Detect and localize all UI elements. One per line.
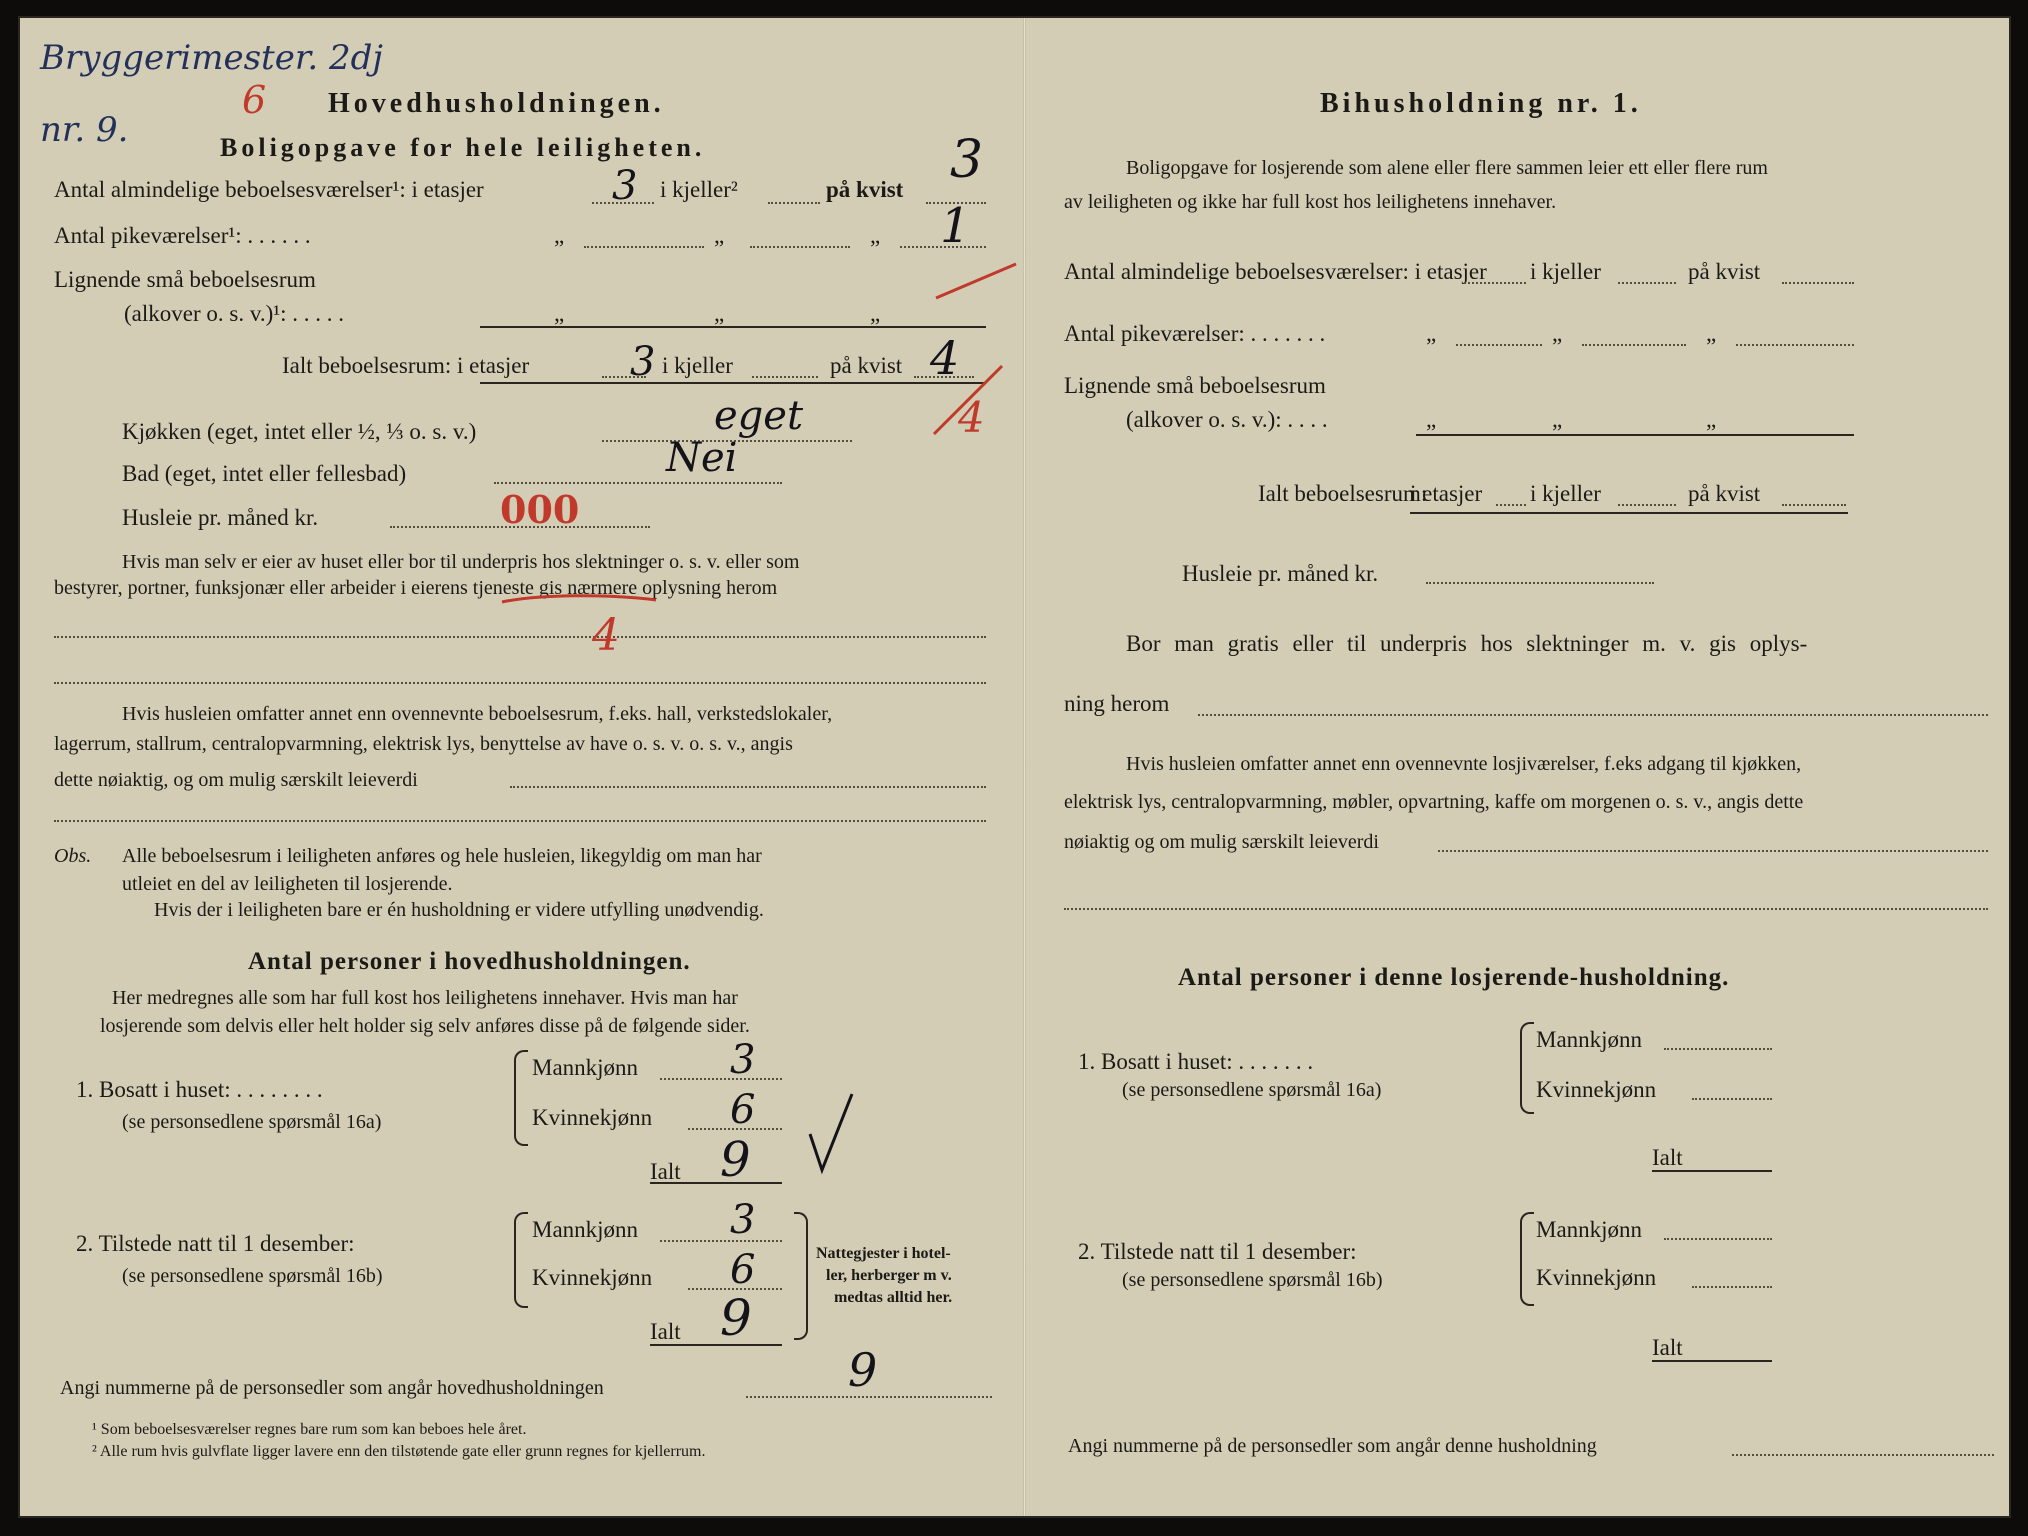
alcove-ditto-3: „ [870, 301, 881, 326]
sub-maid-kjeller-line [1582, 344, 1686, 346]
sub-alcove-ditto-1: „ [1426, 407, 1437, 432]
red-underline-mark [500, 592, 660, 606]
sub-gratis-text-2: ning herom [1064, 691, 1170, 716]
alcove-underline [480, 326, 986, 328]
sub-maid-etasjer-line [1456, 344, 1542, 346]
total-underline [480, 382, 986, 384]
rooms-kvist-value: 3 [950, 130, 984, 190]
q2-ialt-line [650, 1344, 782, 1346]
night-guests-note-1: Nattegjester i hotel- [816, 1245, 951, 1262]
sub-total-kvist-line [1782, 504, 1846, 506]
q2-mann-line [660, 1240, 782, 1242]
maid-kvist-value: 1 [940, 198, 971, 254]
sub-rooms-label: Antal almindelige beboelsesværelser: i etasjer [1064, 259, 1487, 284]
kitchen-label: Kjøkken (eget, intet eller ½, ⅓ o. s. v.) [122, 419, 477, 444]
rooms-etasjer-value: 3 [612, 163, 638, 209]
numbers-label: Angi nummerne på de personsedler som angår hovedhusholdningen [60, 1377, 604, 1399]
maid-ditto-1: „ [554, 223, 565, 248]
total-kjeller-label: i kjeller [662, 353, 733, 378]
footnote-2: ² Alle rum hvis gulvflate ligger lavere enn den tilstøtende gate eller grunn regnes for kjellerrum. [92, 1443, 706, 1460]
sub-total-kjeller-label: i kjeller [1530, 481, 1601, 506]
q2-label: 2. Tilstede natt til 1 desember: [76, 1231, 355, 1256]
sub-total-etasjer-label: i etasjer [1410, 481, 1483, 506]
owner-line-2 [54, 682, 986, 684]
q2-ialt-value: 9 [720, 1289, 752, 1347]
small-rooms-label: Lignende små beboelsesrum [54, 267, 316, 292]
sub-q1-ialt-label: Ialt [1652, 1145, 1683, 1170]
q1-kvinne-label: Kvinnekjønn [532, 1105, 653, 1130]
owner-note-value: 4 [592, 610, 620, 661]
extra-text-3: dette nøiaktig, og om mulig særskilt leieverdi [54, 769, 418, 791]
total-kjeller-line [752, 376, 818, 378]
sub-rooms-etasjer-line [1464, 282, 1526, 284]
sub-alcove-ditto-2: „ [1552, 407, 1563, 432]
rooms-row-label: Antal almindelige beboelsesværelser¹: i etasjer [54, 177, 484, 202]
sub-rent-line [1426, 582, 1654, 584]
sub-total-kvist-label: på kvist [1688, 481, 1761, 506]
total-etasjer-value: 3 [630, 339, 656, 385]
night-guests-note-3: medtas alltid her. [834, 1289, 953, 1306]
sub-rooms-kjeller-line [1618, 282, 1676, 284]
q2-mann-value: 3 [730, 1197, 756, 1243]
q2-kvinne-value: 6 [730, 1247, 756, 1293]
rooms-kjeller-line [768, 202, 820, 204]
maid-kjeller-line [750, 246, 850, 248]
rooms-kjeller-label: i kjeller² [660, 177, 738, 202]
total-kvist-value: 4 [930, 331, 960, 385]
sub-q1-sublabel: (se personsedlene spørsmål 16a) [1122, 1079, 1382, 1101]
q1-brace [514, 1050, 528, 1146]
sub-gratis-line [1198, 714, 1988, 716]
sub-intro-1: Boligopgave for losjerende som alene eller flere sammen leier ett eller flere rum [1126, 157, 1768, 179]
sub-q1-mann-label: Mannkjønn [1536, 1027, 1643, 1052]
margin-number-blue: nr. 9. [40, 110, 129, 150]
sub-maid-rooms-label: Antal pikeværelser: . . . . . . . [1064, 321, 1326, 346]
sub-total-label: Ialt beboelsesrum: [1258, 481, 1428, 506]
sub-total-kjeller-line [1618, 504, 1676, 506]
sub-maid-ditto-1: „ [1426, 321, 1437, 346]
sub-q2-label: 2. Tilstede natt til 1 desember: [1078, 1239, 1357, 1264]
bath-label: Bad (eget, intet eller fellesbad) [122, 461, 407, 486]
q1-ialt-line [650, 1182, 782, 1184]
sub-q2-ialt-label: Ialt [1652, 1335, 1683, 1360]
rent-label: Husleie pr. måned kr. [122, 505, 319, 530]
rent-value: 000 [500, 487, 580, 532]
sub-maid-ditto-2: „ [1552, 321, 1563, 346]
census-form-sheet [18, 16, 2011, 1518]
footnote-1: ¹ Som beboelsesværelser regnes bare rum som kan beboes hele året. [92, 1421, 527, 1438]
alcove-ditto-2: „ [714, 301, 725, 326]
sub-small-rooms-label: Lignende små beboelsesrum [1064, 373, 1326, 398]
total-kvist-label: på kvist [830, 353, 903, 378]
sub-rent-label: Husleie pr. måned kr. [1182, 561, 1379, 586]
persons-text-2: losjerende som delvis eller helt holder sig selv anføres disse på de følgende sider. [100, 1015, 750, 1037]
sub-numbers-label: Angi nummerne på de personsedler som angår denne husholdning [1068, 1435, 1597, 1457]
sub-gratis-text-1: Bor man gratis eller til underpris hos slektninger m. v. gis oplys- [1126, 631, 1808, 656]
sub-q2-kvinne-label: Kvinnekjønn [1536, 1265, 1657, 1290]
sub-intro-2: av leiligheten og ikke har full kost hos leilighetens innehaver. [1064, 191, 1557, 213]
margin-number-red: 6 [242, 78, 267, 122]
extra-line-2 [54, 820, 986, 822]
q1-sublabel: (se personsedlene spørsmål 16a) [122, 1111, 382, 1133]
sub-alcove-underline [1416, 434, 1854, 436]
sub-persons-title: Antal personer i denne losjerende-husholdning. [1178, 964, 1730, 991]
obs-text-2: utleiet en del av leiligheten til losjerende. [122, 873, 453, 895]
sub-total-etasjer-line [1496, 504, 1526, 506]
q2-ialt-label: Ialt [650, 1319, 681, 1344]
sub-extra-text-2: elektrisk lys, centralopvarmning, møbler, opvartning, kaffe om morgenen o. s. v., angis dette [1064, 791, 1804, 813]
sub-extra-text-3: nøiaktig og om mulig særskilt leieverdi [1064, 831, 1379, 853]
owner-line-1 [54, 636, 986, 638]
sub-rooms-kvist-line [1782, 282, 1854, 284]
sub-alcove-ditto-3: „ [1706, 407, 1717, 432]
sub-q1-kvinne-line [1692, 1098, 1772, 1100]
q1-ialt-label: Ialt [650, 1159, 681, 1184]
persons-title: Antal personer i hovedhusholdningen. [248, 948, 691, 975]
extra-text-2: lagerrum, stallrum, centralopvarmning, elektrisk lys, benyttelse av have o. s. v. o. s. v., angis [54, 733, 793, 755]
sub-total-underline [1410, 512, 1848, 514]
obs-text-1: Alle beboelsesrum i leiligheten anføres og hele husleien, likegyldig om man har [122, 845, 762, 867]
left-page-main-household [20, 18, 1024, 1516]
rooms-kvist-label: på kvist [826, 177, 904, 202]
night-guests-note-2: ler, herberger m v. [826, 1267, 952, 1284]
extra-line-1 [510, 786, 986, 788]
q1-mann-line [660, 1078, 782, 1080]
sub-maid-ditto-3: „ [1706, 321, 1717, 346]
sub-q1-mann-line [1664, 1048, 1772, 1050]
sub-q2-mann-label: Mannkjønn [1536, 1217, 1643, 1242]
obs-text-3: Hvis der i leiligheten bare er én husholdning er videre utfylling unødvendig. [154, 899, 764, 921]
maid-rooms-label: Antal pikeværelser¹: . . . . . . [54, 223, 311, 248]
q2-mann-label: Mannkjønn [532, 1217, 639, 1242]
owner-text-2: bestyrer, portner, funksjonær eller arbeider i eierens tjeneste gis nærmere oplysning herom [54, 577, 778, 599]
total-red-value: 4 [958, 393, 985, 442]
q2-brace [514, 1212, 528, 1308]
sub-q2-kvinne-line [1692, 1286, 1772, 1288]
sub-q2-sublabel: (se personsedlene spørsmål 16b) [1122, 1269, 1383, 1291]
numbers-value: 9 [848, 1343, 878, 1397]
sub-q1-kvinne-label: Kvinnekjønn [1536, 1077, 1657, 1102]
bath-line [494, 482, 782, 484]
obs-label: Obs. [54, 845, 92, 867]
night-guests-brace [794, 1212, 808, 1340]
q2-kvinne-label: Kvinnekjønn [532, 1265, 653, 1290]
sub-extra-line-1 [1438, 850, 1988, 852]
sub-extra-line-2 [1064, 908, 1988, 910]
persons-text-1: Her medregnes alle som har full kost hos leilighetens innehaver. Hvis man har [112, 987, 738, 1009]
main-household-subtitle: Boligopgave for hele leiligheten. [220, 133, 706, 162]
alcove-label: (alkover o. s. v.)¹: . . . . . [124, 301, 345, 326]
q1-ialt-value: 9 [720, 1132, 751, 1188]
alcove-ditto-1: „ [554, 301, 565, 326]
sub-q1-ialt-line [1652, 1170, 1772, 1172]
sub-rooms-kjeller-label: i kjeller [1530, 259, 1601, 284]
maid-etasjer-line [584, 246, 704, 248]
check-mark [806, 1090, 856, 1176]
owner-text-1: Hvis man selv er eier av huset eller bor til underpris hos slektninger o. s. v. eller som [122, 551, 800, 573]
kitchen-value: eget [714, 393, 804, 439]
main-household-title: Hovedhusholdningen. [328, 88, 665, 119]
q1-label: 1. Bosatt i huset: . . . . . . . . [76, 1077, 323, 1102]
margin-note-handwritten: Bryggerimester. 2dj [40, 38, 383, 78]
total-rooms-label: Ialt beboelsesrum: i etasjer [282, 353, 530, 378]
sub-q1-brace [1520, 1022, 1534, 1114]
sub-q1-label: 1. Bosatt i huset: . . . . . . . [1078, 1049, 1314, 1074]
sub-rooms-kvist-label: på kvist [1688, 259, 1761, 284]
maid-ditto-3: „ [870, 223, 881, 248]
sub-q2-ialt-line [1652, 1360, 1772, 1362]
sub-extra-text-1: Hvis husleien omfatter annet enn ovennevnte losjiværelser, f.eks adgang til kjøkken, [1126, 753, 1802, 775]
sub-q2-mann-line [1664, 1238, 1772, 1240]
bath-value: Nei [666, 435, 738, 481]
maid-ditto-2: „ [714, 223, 725, 248]
q2-sublabel: (se personsedlene spørsmål 16b) [122, 1265, 383, 1287]
sub-q2-brace [1520, 1212, 1534, 1306]
q1-mann-value: 3 [730, 1037, 756, 1083]
q1-kvinne-value: 6 [730, 1087, 756, 1133]
sub-maid-kvist-line [1736, 344, 1854, 346]
extra-text-1: Hvis husleien omfatter annet enn ovennevnte beboelsesrum, f.eks. hall, verkstedslokaler, [122, 703, 833, 725]
right-page-sub-household [1026, 18, 2011, 1516]
q1-mann-label: Mannkjønn [532, 1055, 639, 1080]
sub-numbers-line [1732, 1454, 1994, 1456]
sub-alcove-label: (alkover o. s. v.): . . . . [1126, 407, 1328, 432]
sub-household-title: Bihusholdning nr. 1. [1320, 88, 1642, 119]
